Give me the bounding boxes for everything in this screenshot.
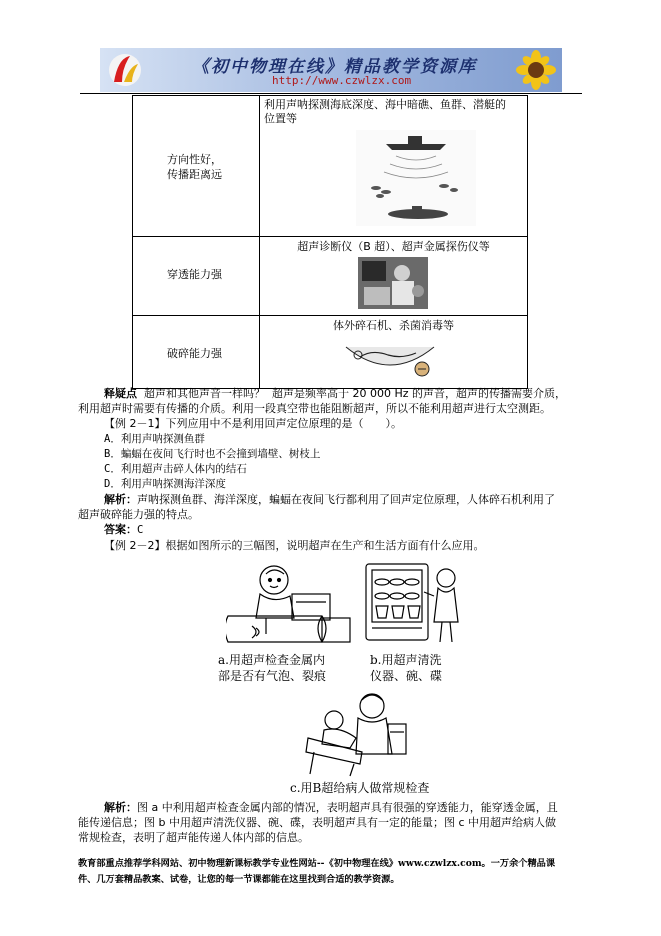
metal-inspection-illustration bbox=[226, 558, 354, 654]
example1-answer: 答案：C bbox=[104, 523, 144, 536]
property-cell: 穿透能力强 bbox=[133, 237, 260, 316]
option-a: A．利用声呐探测鱼群 bbox=[104, 433, 205, 445]
caption-a: a.用超声检查金属内 部是否有气泡、裂痕 bbox=[218, 653, 327, 683]
property-cell: 方向性好， 传播距离远 bbox=[133, 96, 260, 237]
header-rule bbox=[80, 93, 582, 94]
b-ultrasound-photo bbox=[358, 257, 428, 309]
example2-question: 【例 2－2】根据如图所示的三幅图，说明超声在生产和生活方面有什么应用。 bbox=[104, 539, 485, 552]
ultrasound-properties-table bbox=[132, 95, 528, 389]
table-row bbox=[133, 316, 528, 389]
page-footer: 教育部重点推荐学科网站、初中物理新课标教学专业性网站--《初中物理在线》www.czwlzx.com。一万余个精品课 件、几万套精品教案、试卷，让您的每一节课都能在这里找到合适的教学资源。 bbox=[78, 858, 556, 885]
example1-analysis-line1: 解析：声呐探测鱼群、海洋深度，蝙蝠在夜间飞行都利用了回声定位原理，人体碎石机利用了 bbox=[104, 493, 555, 506]
lithotripter-illustration bbox=[342, 335, 438, 379]
caption-c: c.用B超给病人做常规检查 bbox=[290, 781, 430, 795]
header-banner bbox=[100, 48, 562, 92]
application-cell: 体外碎石机、杀菌消毒等 bbox=[260, 316, 528, 389]
doubt-line2: 利用超声时需要有传播的介质。利用一段真空带也能阻断超声，所以不能利用超声进行太空测距。 bbox=[78, 402, 551, 415]
application-cell: 超声诊断仪（B 超）、超声金属探伤仪等 bbox=[260, 237, 528, 316]
table-row bbox=[133, 96, 528, 237]
option-c: C．利用超声击碎人体内的结石 bbox=[104, 463, 247, 475]
doubt-line1: 释疑点 超声和其他声音一样吗？ 超声是频率高于 20 000 Hz 的声音，超声的传播需要介质， bbox=[104, 387, 567, 400]
site-title: 《初中物理在线》精品教学资源库 bbox=[192, 57, 477, 77]
caption-b: b.用超声清洗 仪器、碗、碟 bbox=[370, 653, 443, 683]
application-cell: 利用声呐探测海底深度、海中暗礁、鱼群、潜艇的 位置等 bbox=[260, 96, 528, 237]
property-cell: 破碎能力强 bbox=[133, 316, 260, 389]
ultrasonic-cleaner-illustration bbox=[362, 562, 462, 646]
sunflower-icon bbox=[502, 50, 558, 90]
site-logo-icon bbox=[108, 52, 142, 88]
b-ultrasound-exam-illustration bbox=[300, 690, 410, 780]
site-url[interactable]: http://www.czwlzx.com bbox=[272, 74, 412, 87]
example2-analysis-line2: 能传递信息；图 b 中用超声清洗仪器、碗、碟，表明超声具有一定的能量；图 c 中用超声给病人做 bbox=[78, 816, 557, 829]
example2-analysis-line1: 解析：图 a 中利用超声检查金属内部的情况，表明超声具有很强的穿透能力，能穿透金属，且 bbox=[104, 801, 558, 814]
table-row bbox=[133, 237, 528, 316]
example2-analysis-line3: 常规检查，表明了超声能传递人体内部的信息。 bbox=[78, 831, 309, 844]
example1-question: 【例 2－1】下列应用中不是利用回声定位原理的是（ ）。 bbox=[104, 417, 402, 430]
sonar-ship-submarine-illustration bbox=[356, 130, 476, 226]
option-b: B．蝙蝠在夜间飞行时也不会撞到墙壁、树枝上 bbox=[104, 448, 321, 460]
example1-analysis-line2: 超声破碎能力强的特点。 bbox=[78, 508, 199, 521]
option-d: D．利用声呐探测海洋深度 bbox=[104, 478, 226, 490]
